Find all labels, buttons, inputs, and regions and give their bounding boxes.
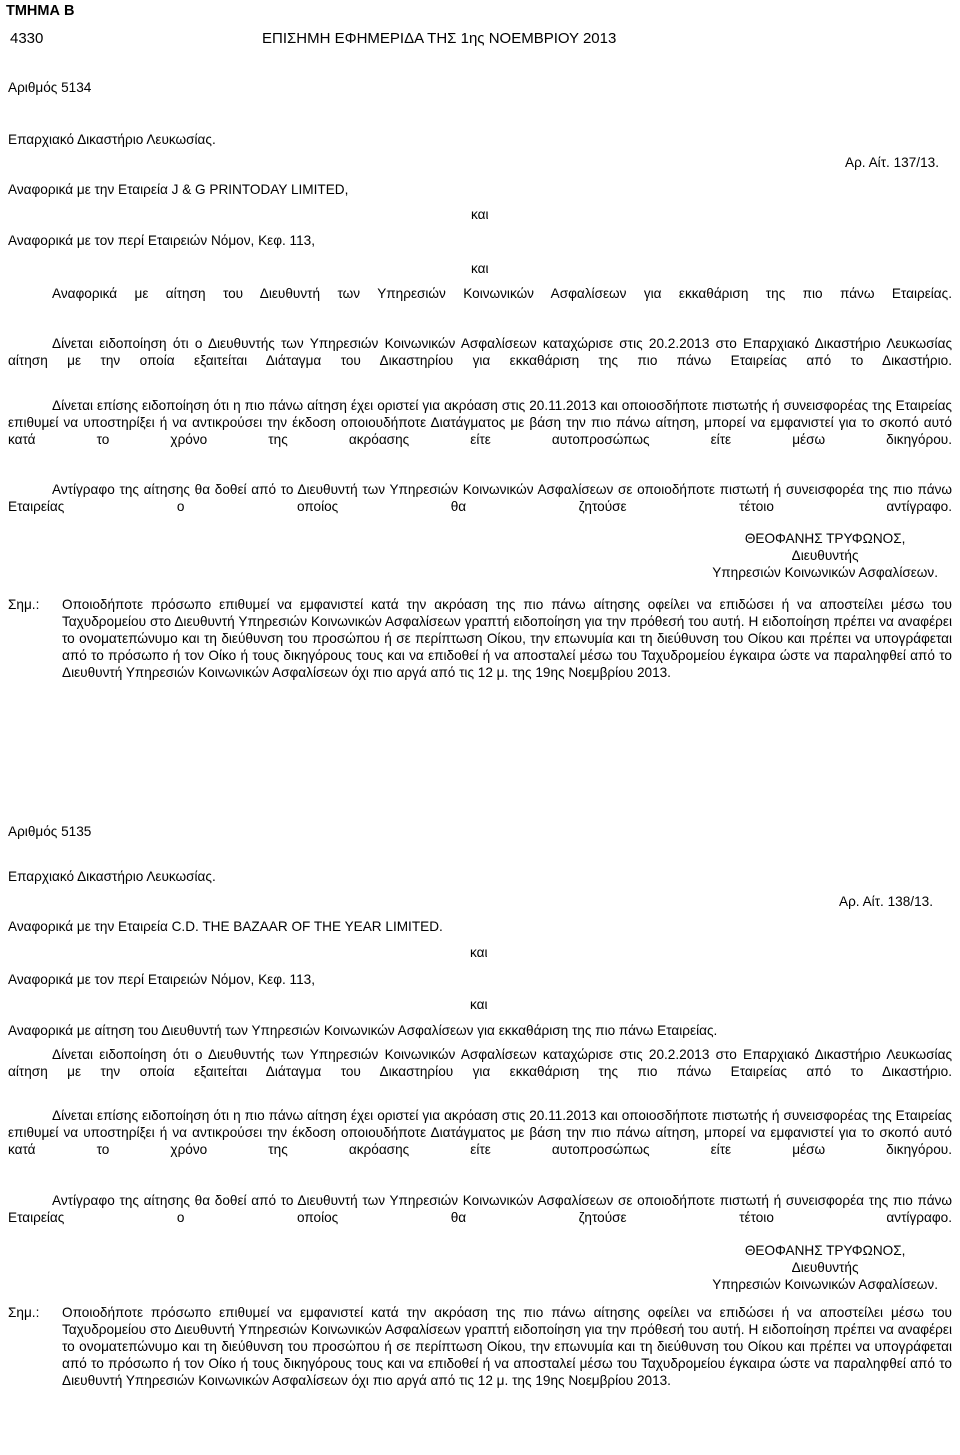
law-reference: Αναφορικά με τον περί Εταιρειών Νόμον, Κεφ. 113, bbox=[8, 233, 316, 248]
court-name: Επαρχιακό Δικαστήριο Λευκωσίας. bbox=[8, 869, 216, 884]
notice-number: Αριθμός 5134 bbox=[8, 80, 92, 95]
company-reference: Αναφορικά με την Εταιρεία C.D. THE BAZAAR OF THE YEAR LIMITED. bbox=[8, 919, 443, 934]
paragraph-hearing: Δίνεται επίσης ειδοποίηση ότι η πιο πάνω αίτηση έχει οριστεί για ακρόαση στις 20.11.2013 και οποιοσδήποτε πιστωτής ή συνεισφορέας της Εταιρείας επιθυμεί να υποστηρίξει ή να αντικρούσει την έκδοση οποιουδήποτε Διατάγματος με βάση την πιο πάνω αίτηση, μπορεί να εμφανιστεί για το σκοπό αυτό κατά το χρόνο της ακρόασης είτε αυτοπροσώπως είτε μέσω δικηγόρου. bbox=[8, 398, 952, 447]
section-title: ΤΜΗΜΑ Β bbox=[6, 3, 75, 19]
paragraph-copy: Αντίγραφο της αίτησης θα δοθεί από το Διευθυντή των Υπηρεσιών Κοινωνικών Ασφαλίσεων σε οποιοδήποτε πιστωτή ή συνεισφορέα της πιο πάνω Εταιρείας ο οποίος θα ζητούσε τέτοιο αντίγραφο. bbox=[8, 1193, 952, 1225]
note-block bbox=[8, 1304, 952, 1389]
application-reference: Αναφορικά με αίτηση του Διευθυντή των Υπηρεσιών Κοινωνικών Ασφαλίσεων για εκκαθάριση της πιο πάνω Εταιρείας. bbox=[52, 286, 952, 301]
signature-block bbox=[712, 530, 938, 581]
notice-number: Αριθμός 5135 bbox=[8, 824, 92, 839]
signatory-office: Υπηρεσιών Κοινωνικών Ασφαλίσεων. bbox=[712, 1277, 938, 1292]
application-reference: Αναφορικά με αίτηση του Διευθυντή των Υπηρεσιών Κοινωνικών Ασφαλίσεων για εκκαθάριση της πιο πάνω Εταιρείας. bbox=[8, 1023, 718, 1038]
company-reference: Αναφορικά με την Εταιρεία J & G PRINTODAY LIMITED, bbox=[8, 182, 349, 197]
case-reference: Αρ. Αίτ. 137/13. bbox=[845, 155, 939, 170]
note-text: Οποιοδήποτε πρόσωπο επιθυμεί να εμφανιστεί κατά την ακρόαση της πιο πάνω αίτησης οφείλει να επιδώσει ή να αποστείλει μέσω του Ταχυδρομείου στο Διευθυντή Υπηρεσιών Κοινωνικών Ασφαλίσεων γραπτή ειδοποίηση για την πρόθεσή του αυτή. Η ειδοποίηση πρέπει να αναφέρει το ονοματεπώνυμο και τη διεύθυνση του προσώπου ή σε περίπτωση Οίκου, την επωνυμία και τη διεύθυνση του Οίκου και πρέπει να υπογράφεται από το πρόσωπο ή τον Οίκο ή τους δικηγόρους τους και να επιδοθεί ή να αποσταλεί μέσω του Ταχυδρομείου έγκαιρα ώστε να παραληφθεί από το Διευθυντή Υπηρεσιών Κοινωνικών Ασφαλίσεων όχι πιο αργά από τις 12 μ. της 19ης Νοεμβρίου 2013. bbox=[62, 597, 952, 680]
conjunction: και bbox=[470, 997, 488, 1012]
paragraph-copy: Αντίγραφο της αίτησης θα δοθεί από το Διευθυντή των Υπηρεσιών Κοινωνικών Ασφαλίσεων σε οποιοδήποτε πιστωτή ή συνεισφορέα της πιο πάνω Εταιρείας ο οποίος θα ζητούσε τέτοιο αντίγραφο. bbox=[8, 482, 952, 514]
gazette-title: ΕΠΙΣΗΜΗ ΕΦΗΜΕΡΙΔΑ ΤΗΣ 1ης ΝΟΕΜΒΡΙΟΥ 2013 bbox=[262, 30, 617, 47]
court-name: Επαρχιακό Δικαστήριο Λευκωσίας. bbox=[8, 132, 216, 147]
conjunction: και bbox=[471, 207, 489, 222]
note-block bbox=[8, 596, 952, 681]
paragraph-hearing: Δίνεται επίσης ειδοποίηση ότι η πιο πάνω αίτηση έχει οριστεί για ακρόαση στις 20.11.2013 και οποιοσδήποτε πιστωτής ή συνεισφορέας της Εταιρείας επιθυμεί να υποστηρίξει ή να αντικρούσει την έκδοση οποιουδήποτε Διατάγματος με βάση την πιο πάνω αίτηση, μπορεί να εμφανιστεί για το σκοπό αυτό κατά το χρόνο της ακρόασης είτε αυτοπροσώπως είτε μέσω δικηγόρου. bbox=[8, 1108, 952, 1157]
page-number: 4330 bbox=[10, 30, 44, 47]
signatory-name: ΘΕΟΦΑΝΗΣ ΤΡΥΦΩΝΟΣ, bbox=[744, 531, 906, 546]
signatory-title: Διευθυντής bbox=[791, 548, 859, 563]
signature-block bbox=[712, 1242, 938, 1293]
note-label: Σημ.: bbox=[8, 1305, 40, 1320]
note-text: Οποιοδήποτε πρόσωπο επιθυμεί να εμφανιστεί κατά την ακρόαση της πιο πάνω αίτησης οφείλει να επιδώσει ή να αποστείλει μέσω του Ταχυδρομείου στο Διευθυντή Υπηρεσιών Κοινωνικών Ασφαλίσεων γραπτή ειδοποίηση για την πρόθεσή του αυτή. Η ειδοποίηση πρέπει να αναφέρει το ονοματεπώνυμο και τη διεύθυνση του προσώπου ή σε περίπτωση Οίκου, την επωνυμία και τη διεύθυνση του Οίκου και πρέπει να υπογράφεται από το πρόσωπο ή τον Οίκο ή τους δικηγόρους τους και να επιδοθεί ή να αποσταλεί μέσω του Ταχυδρομείου έγκαιρα ώστε να παραληφθεί από το Διευθυντή Υπηρεσιών Κοινωνικών Ασφαλίσεων όχι πιο αργά από τις 12 μ. της 19ης Νοεμβρίου 2013. bbox=[62, 1305, 952, 1388]
note-label: Σημ.: bbox=[8, 597, 40, 612]
signatory-office: Υπηρεσιών Κοινωνικών Ασφαλίσεων. bbox=[712, 565, 938, 580]
law-reference: Αναφορικά με τον περί Εταιρειών Νόμον, Κεφ. 113, bbox=[8, 972, 316, 987]
signatory-name: ΘΕΟΦΑΝΗΣ ΤΡΥΦΩΝΟΣ, bbox=[744, 1243, 906, 1258]
conjunction: και bbox=[470, 945, 488, 960]
paragraph-filing: Δίνεται ειδοποίηση ότι ο Διευθυντής των Υπηρεσιών Κοινωνικών Ασφαλίσεων καταχώρισε στις 20.2.2013 στο Επαρχιακό Δικαστήριο Λευκωσίας αίτηση με την οποία εξαιτείται Διάταγμα του Δικαστηρίου για εκκαθάριση της πιο πάνω Εταιρείας από το Δικαστήριο. bbox=[8, 336, 952, 368]
case-reference: Αρ. Αίτ. 138/13. bbox=[839, 894, 933, 909]
conjunction: και bbox=[471, 261, 489, 276]
signatory-title: Διευθυντής bbox=[791, 1260, 859, 1275]
paragraph-filing: Δίνεται ειδοποίηση ότι ο Διευθυντής των Υπηρεσιών Κοινωνικών Ασφαλίσεων καταχώρισε στις 20.2.2013 στο Επαρχιακό Δικαστήριο Λευκωσίας αίτηση με την οποία εξαιτείται Διάταγμα του Δικαστηρίου για εκκαθάριση της πιο πάνω Εταιρείας από το Δικαστήριο. bbox=[8, 1047, 952, 1079]
